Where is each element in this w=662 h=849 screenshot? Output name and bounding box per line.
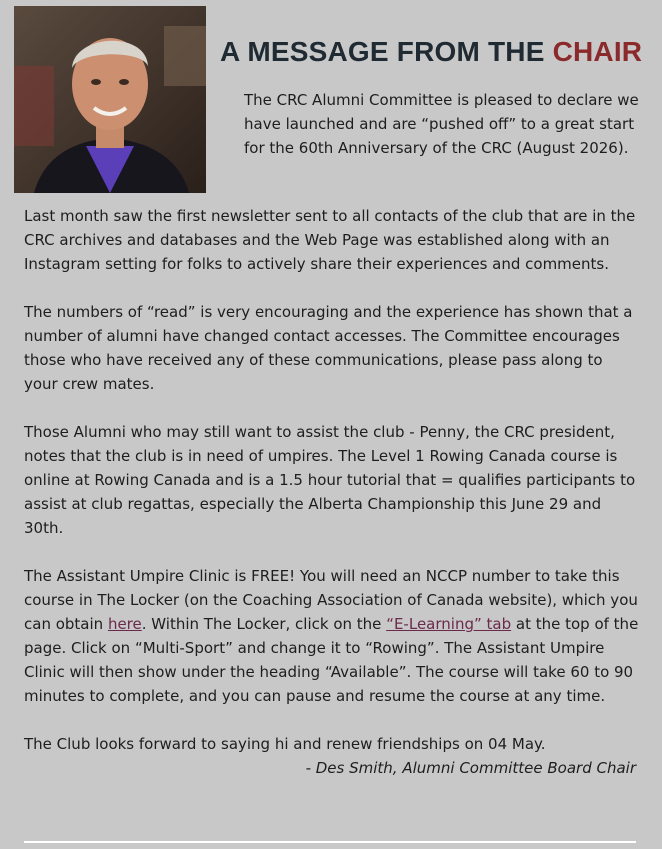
divider xyxy=(24,841,636,843)
paragraph-read-numbers: The numbers of “read” is very encouraging and the experience has shown that a number of alumni have changed contact accesses. The Committee encourages those who have received any of these communications, please pass along to your crew mates. xyxy=(24,303,633,393)
chair-portrait-photo xyxy=(14,6,206,193)
portrait-icon xyxy=(14,6,206,193)
paragraph-newsletter: Last month saw the first newsletter sent to all contacts of the club that are in the CRC archives and databases and the Web Page was established along with an Instagram setting for folks to actively share their experiences and comments. xyxy=(24,207,636,273)
title-prefix: A MESSAGE FROM THE xyxy=(220,36,553,67)
here-link[interactable]: here xyxy=(107,615,142,633)
intro-paragraph: The CRC Alumni Committee is pleased to declare we have launched and are “pushed off” to a great start for the 60th Anniversary of the CRC (August 2026). xyxy=(244,91,639,157)
clinic-text-1: The Assistant Umpire Clinic is FREE! You will need an NCCP number to take this course in The Locker (on the Coaching Association of Canada website), which you can obtain xyxy=(24,567,638,633)
message-body xyxy=(24,204,640,804)
page-title xyxy=(220,36,642,68)
clinic-text-3: at the top of the page. Click on “Multi-Sport” and change it to “Rowing”. The Assistant Umpire Clinic will then show under the heading “Available”. The course will take 60 to 90 minutes to complete, and you can pause and resume the course at any time. xyxy=(24,615,639,705)
paragraph-closing: The Club looks forward to saying hi and renew friendships on 04 May. xyxy=(24,735,546,753)
clinic-text-2: . Within The Locker, click on the xyxy=(141,615,387,633)
e-learning-tab-link[interactable]: “E-Learning” tab xyxy=(386,615,512,633)
paragraph-umpires: Those Alumni who may still want to assist the club - Penny, the CRC president, notes that the club is in need of umpires. The Level 1 Rowing Canada course is online at Rowing Canada and is a 1.5 hour tutorial that = qualifies participants to assist at club regattas, especially the Alberta Championship this June 29 and 30th. xyxy=(24,423,636,537)
signature: - Des Smith, Alumni Committee Board Chair xyxy=(305,759,636,777)
paragraph-umpire-clinic xyxy=(24,564,640,708)
title-accent: CHAIR xyxy=(552,36,643,67)
